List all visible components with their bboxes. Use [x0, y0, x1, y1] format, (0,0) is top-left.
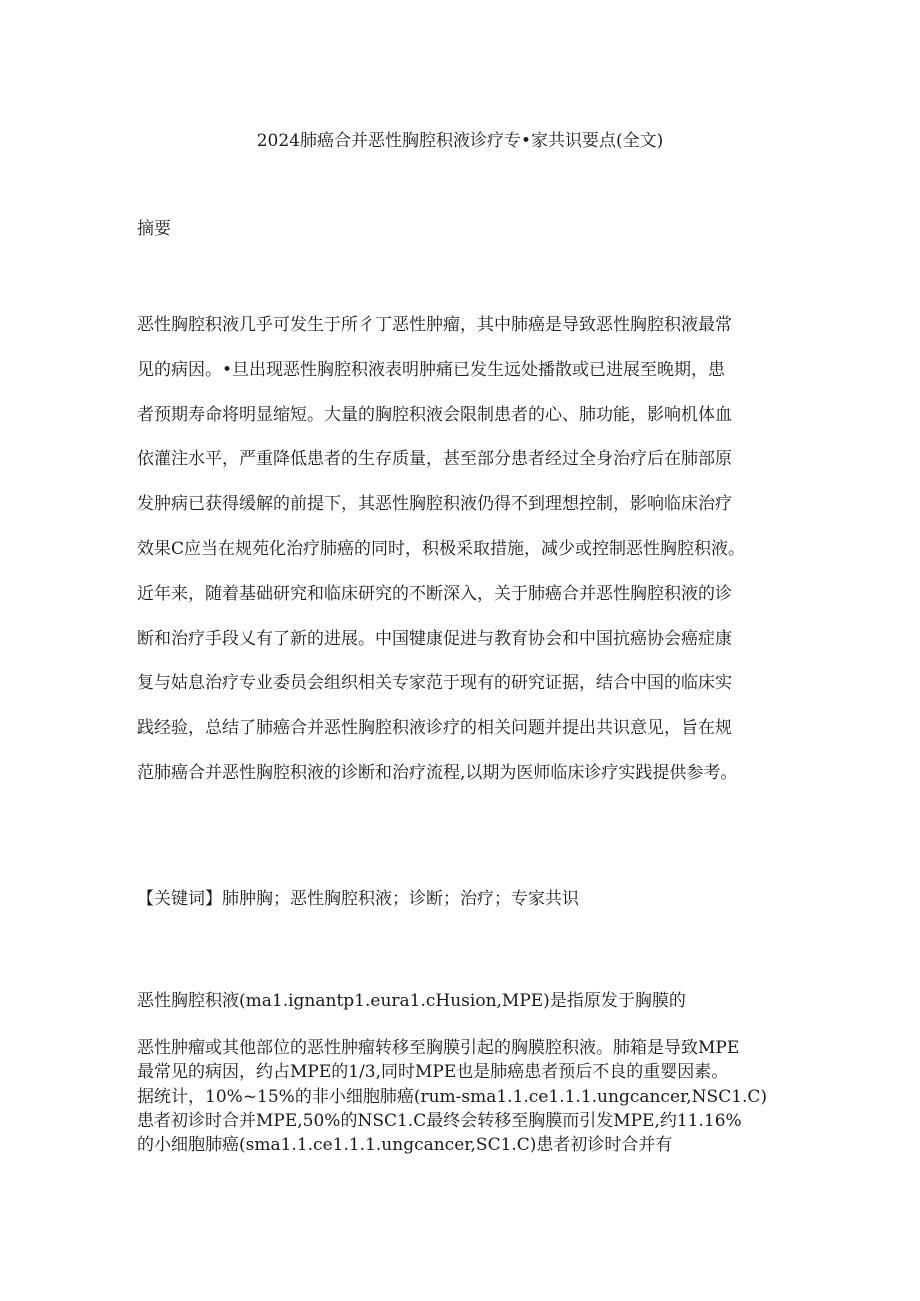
body-paragraph — [137, 1036, 837, 1157]
body-line: 据统计，10%~15%的非小细胞肺癌(rum-sma1.1.ce1.1.1.ungcancer,NSC1.C) — [137, 1086, 768, 1107]
document-title: 2024肺癌合并恶性胸腔积液诊疗专•家共识要点(全文) — [256, 131, 664, 151]
abstract-line: 者预期寿命将明显缩短。大量的胸腔积液会限制患者的心、肺功能，影响机体血 — [137, 404, 732, 425]
abstract-line: 发肿病已获得缓解的前提下，其恶性胸腔积液仍得不到理想控制，影响临床治疗 — [137, 494, 732, 515]
body-line: 最常见的病因，约占MPE的1/3,同时MPE也是肺癌患者预后不良的重婴因素。 — [137, 1062, 729, 1083]
body-line: 患者初诊时合并MPE,50%的NSC1.C最终会转移至胸膜而引发MPE,约11.16% — [137, 1110, 742, 1131]
abstract-line: 复与姑息治疗专业委员会组织相关专家范于现有的研究证据，结合中国的临床实 — [137, 673, 732, 694]
body-line: 的小细胞肺癌(sma1.1.ce1.1.1.ungcancer,SC1.C)患者初诊时合并有 — [137, 1135, 673, 1156]
abstract-line: 效果C应当在规苑化治疗肺癌的同时，积极采取措施，减少或控制恶性胸腔积液。 — [137, 538, 746, 559]
intro-lead-line: 恶性胸腔积液(ma1.ignantp1.eura1.cHusion,MPE)是指原发于胸膜的 — [137, 991, 686, 1011]
abstract-line: 践经验，总结了肺癌合并恶性胸腔积液诊疗的相关问题并提出共识意见，旨在规 — [137, 718, 732, 739]
abstract-paragraph — [137, 303, 817, 796]
abstract-line: 断和治疗手段乂有了新的进展。中国犍康促进与教育协会和中国抗癌协会癌症康 — [137, 628, 732, 649]
abstract-line: 范肺癌合并恶性胸腔积液的诊断和治疗流程,以期为医师临床诊疗实践提供参考。 — [137, 762, 738, 783]
abstract-line: 近年来，随着基础研究和临床研究的不断深入，关于肺癌合并恶性胸腔积液的诊 — [137, 583, 732, 604]
keywords-line: 【关键词】肺肿胸；恶性胸腔积液；诊断；治疗；专家共识 — [137, 889, 579, 909]
abstract-heading: 摘要 — [137, 219, 171, 239]
body-line: 恶性肿瘤或其他部位的恶性肿瘤转移至胸膜引起的胸膜腔积液。肺箱是导致MPE — [137, 1038, 740, 1058]
abstract-line: 见的病因。•旦出现恶性胸腔积液表明肿痛已发生远处播散或已进展至晚期，患 — [137, 359, 726, 380]
abstract-line: 依灌注水平，严重降低患者的生存质量，甚至部分患者经过全身治疗后在肺部原 — [137, 449, 732, 470]
abstract-line: 恶性胸腔积液几乎可发生于所彳丁恶性肿瘤，其中肺癌是导致恶性胸腔积液最常 — [137, 315, 732, 335]
